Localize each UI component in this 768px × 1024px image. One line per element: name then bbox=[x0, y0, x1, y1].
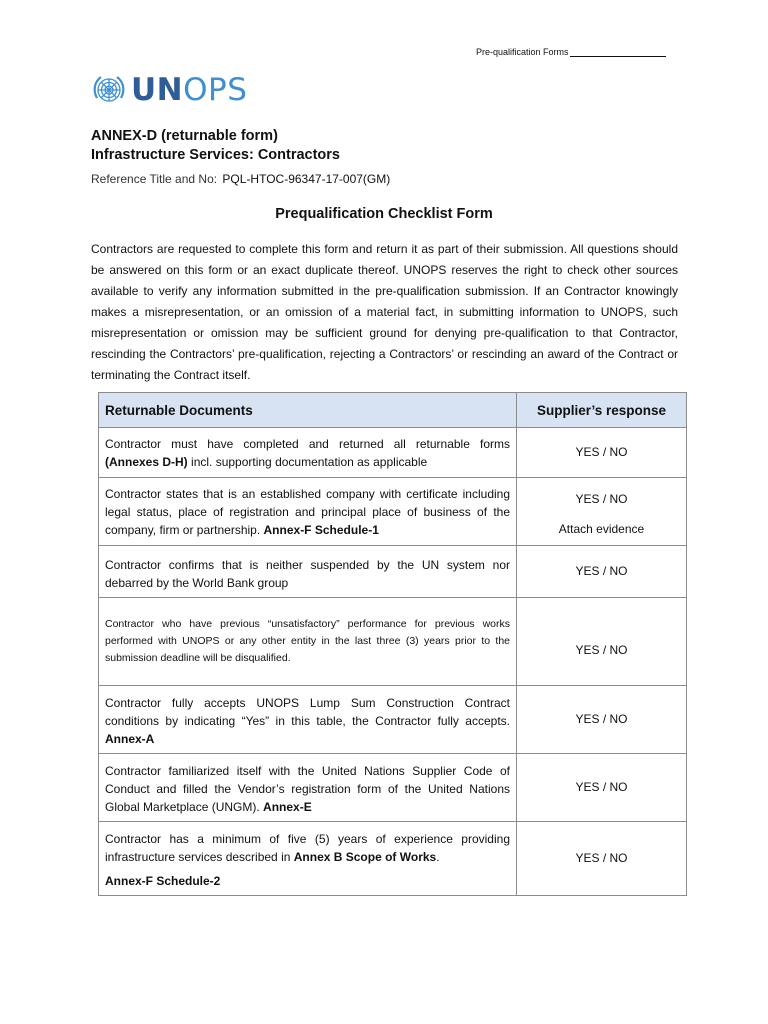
yes-no-choice[interactable]: YES / NO bbox=[575, 780, 628, 794]
yes-no-choice[interactable]: YES / NO bbox=[575, 851, 628, 865]
yes-no-choice[interactable]: YES / NO bbox=[575, 492, 628, 506]
row-text: Contractor fully accepts UNOPS Lump Sum Construction Contract conditions by indicating “Yes” in this table, the Contractor fully accepts. bbox=[105, 696, 510, 728]
row-annex-ref: Annex-A bbox=[105, 732, 155, 746]
yes-no-choice[interactable]: YES / NO bbox=[575, 564, 628, 578]
table-row bbox=[99, 822, 687, 896]
header-form-note bbox=[476, 47, 666, 57]
row-annex-ref-extra: Annex-F Schedule-2 bbox=[105, 874, 221, 888]
logo-text-un: UN bbox=[131, 72, 184, 108]
row-document-text bbox=[99, 598, 517, 686]
col-header-response: Supplier’s response bbox=[517, 393, 687, 428]
form-title: Prequalification Checklist Form bbox=[275, 206, 493, 222]
row-document-text bbox=[99, 428, 517, 478]
table-row bbox=[99, 428, 687, 478]
table-row bbox=[99, 478, 687, 546]
reference-label: Reference Title and No: bbox=[91, 172, 218, 186]
table-row bbox=[99, 686, 687, 754]
row-response[interactable] bbox=[517, 754, 687, 822]
col-header-documents: Returnable Documents bbox=[99, 393, 517, 428]
row-response[interactable] bbox=[517, 822, 687, 896]
row-response[interactable] bbox=[517, 546, 687, 598]
table-header-row bbox=[99, 393, 687, 428]
form-note-label: Pre-qualification Forms bbox=[476, 47, 569, 57]
attach-evidence-note: Attach evidence bbox=[558, 522, 645, 536]
row-document-text bbox=[99, 686, 517, 754]
checklist-table bbox=[98, 392, 687, 896]
table-row bbox=[99, 598, 687, 686]
table-row bbox=[99, 546, 687, 598]
form-note-blank-line bbox=[570, 47, 666, 57]
yes-no-choice[interactable]: YES / NO bbox=[575, 643, 628, 657]
row-document-text bbox=[99, 754, 517, 822]
row-response[interactable] bbox=[517, 598, 687, 686]
row-document-text bbox=[99, 478, 517, 546]
row-document-text bbox=[99, 822, 517, 896]
row-text: Contractor confirms that is neither suspended by the UN system nor debarred by the World Bank group bbox=[105, 557, 510, 590]
unops-logo bbox=[91, 72, 247, 108]
row-annex-ref: (Annexes D-H) bbox=[105, 454, 188, 469]
yes-no-choice[interactable]: YES / NO bbox=[575, 445, 628, 459]
logo-wordmark bbox=[131, 72, 247, 108]
row-response[interactable] bbox=[517, 428, 687, 478]
row-text: Contractor familiarized itself with the United Nations Supplier Code of Conduct and filled the Vendor’s registration form of the United Nations Global Marketplace (UNGM). bbox=[105, 764, 510, 814]
logo-text-ops: OPS bbox=[183, 72, 248, 108]
row-annex-ref: Annex-E bbox=[263, 800, 312, 814]
row-annex-ref: Annex-F Schedule-1 bbox=[263, 522, 379, 537]
table-row bbox=[99, 754, 687, 822]
intro-paragraph: Contractors are requested to complete this form and return it as part of their submission. All questions should be answered on this form or an exact duplicate thereof. UNOPS reserves the right to check other sources available to verify any information submitted in the pre-qualification submission. If an Contractor knowingly makes a misrepresentation, or an omission of a material fact, in submitting information to UNOPS, such misrepresentation or omission may be sufficient ground for denying pre-qualification to that Contractor, rescinding the Contractors’ pre-qualification, rejecting a Contractors’ or rescinding an award of the Contract or terminating the Contract itself. bbox=[91, 242, 678, 382]
row-response[interactable] bbox=[517, 686, 687, 754]
row-text: Contractor has a minimum of five (5) years of experience providing infrastructure services described in bbox=[105, 832, 510, 864]
un-emblem-icon bbox=[91, 72, 127, 108]
row-text: Contractor who have previous “unsatisfactory” performance for previous works performed with UNOPS or any other entity in the last three (3) years prior to the submission deadline will be disqualified. bbox=[105, 618, 510, 664]
row-text-cont: . bbox=[436, 850, 440, 864]
row-response[interactable] bbox=[517, 478, 687, 546]
reference-line bbox=[91, 172, 390, 186]
row-text-cont: incl. supporting documentation as applicable bbox=[187, 454, 428, 469]
row-document-text bbox=[99, 546, 517, 598]
row-text: Contractor states that is an established company with certificate including legal status, place of registration and principal place of business of the company, firm or partnership. bbox=[105, 486, 510, 537]
annex-title-line2: Infrastructure Services: Contractors bbox=[91, 147, 340, 163]
yes-no-choice[interactable]: YES / NO bbox=[575, 712, 628, 726]
annex-title bbox=[91, 127, 340, 165]
row-annex-ref: Annex B Scope of Works bbox=[293, 850, 437, 864]
reference-value: PQL-HTOC-96347-17-007(GM) bbox=[222, 172, 391, 186]
annex-title-line1: ANNEX-D (returnable form) bbox=[91, 128, 278, 144]
row-text: Contractor must have completed and returned all returnable forms bbox=[105, 436, 510, 451]
